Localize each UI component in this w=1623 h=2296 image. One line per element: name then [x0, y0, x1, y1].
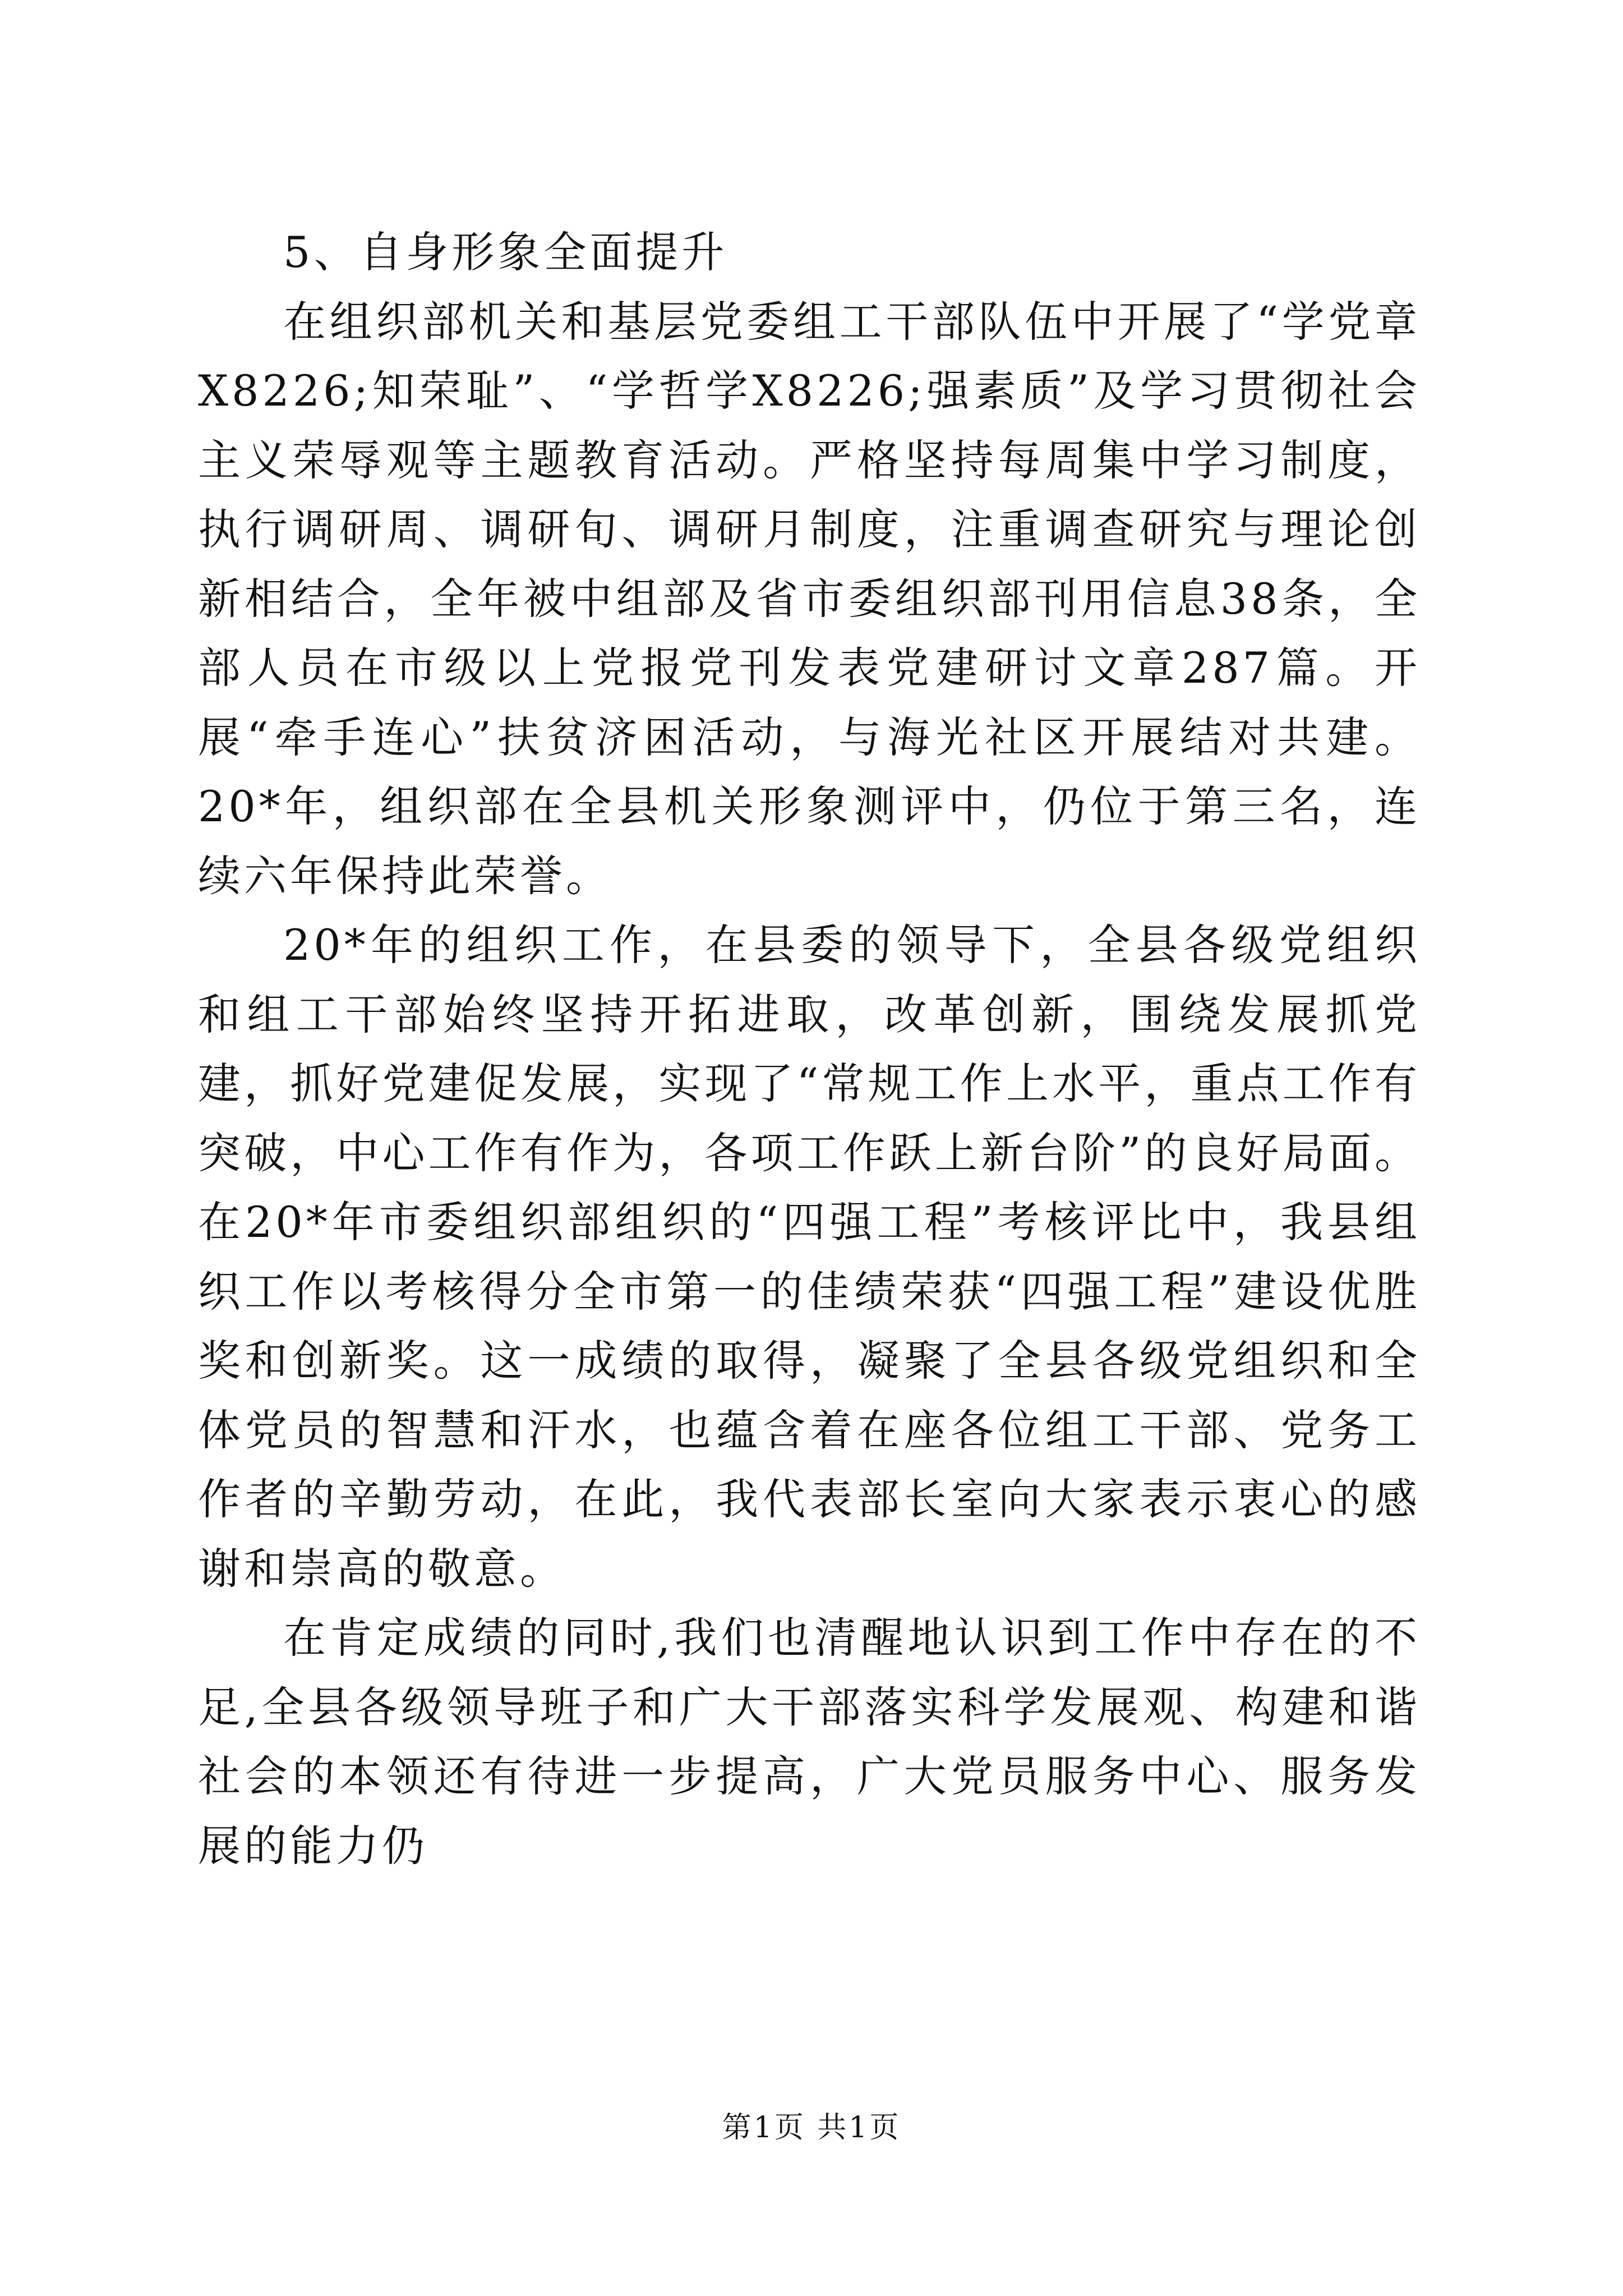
document-body — [198, 218, 1421, 1880]
section-heading: 5、自身形象全面提升 — [283, 227, 728, 277]
paragraph-1: 在组织部机关和基层党委组工干部队伍中开展了“学党章X8226;知荣耻”、“学哲学X8226;强素质”及学习贯彻社会主义荣辱观等主题教育活动。严格坚持每周集中学习制度，执行调研周、调研旬、调研月制度，注重调查研究与理论创新相结合，全年被中组部及省市委组织部刊用信息38条，全部人员在市级以上党报党刊发表党建研讨文章287篇。开展“牵手连心”扶贫济困活动，与海光社区开展结对共建。20*年，组织部在全县机关形象测评中，仍位于第三名，连续六年保持此荣誉。 — [198, 296, 1421, 901]
paragraph-3: 在肯定成绩的同时,我们也清醒地认识到工作中存在的不足,全县各级领导班子和广大干部落实科学发展观、构建和谐社会的本领还有待进一步提高，广大党员服务中心、服务发展的能力仍 — [198, 1613, 1421, 1871]
page-footer: 第1页 共1页 — [722, 2111, 901, 2145]
paragraph-2: 20*年的组织工作，在县委的领导下，全县各级党组织和组工干部始终坚持开拓进取，改革创新，围绕发展抓党建，抓好党建促发展，实现了“常规工作上水平，重点工作有突破，中心工作有作为，各项工作跃上新台阶”的良好局面。在20*年市委组织部组织的“四强工程”考核评比中，我县组织工作以考核得分全市第一的佳绩荣获“四强工程”建设优胜奖和创新奖。这一成绩的取得，凝聚了全县各级党组织和全体党员的智慧和汗水，也蕴含着在座各位组工干部、党务工作者的辛勤劳动，在此，我代表部长室向大家表示衷心的感谢和崇高的敬意。 — [198, 920, 1421, 1594]
